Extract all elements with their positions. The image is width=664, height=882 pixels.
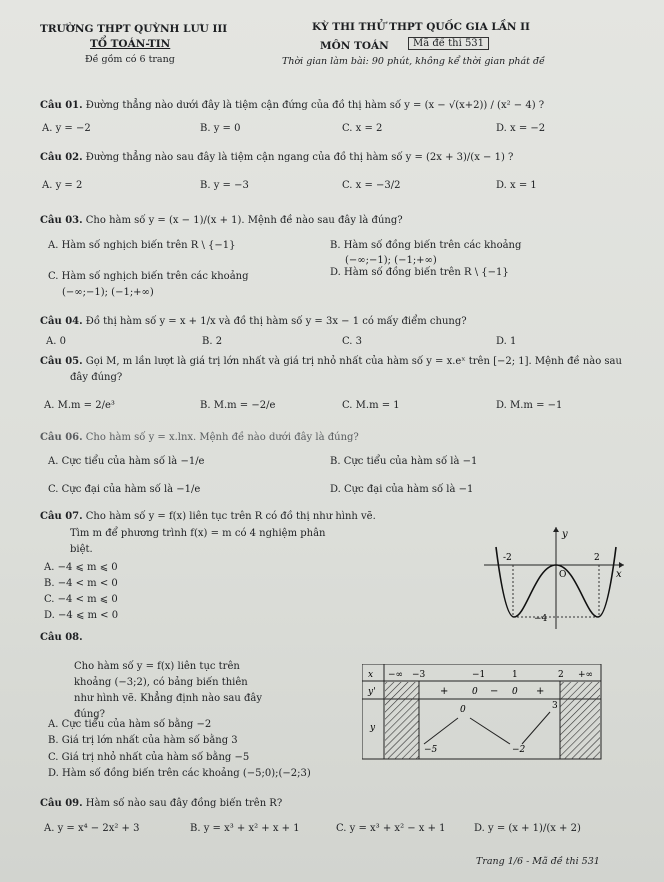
- question-5-text-cont: đây đúng?: [70, 372, 123, 383]
- question-8-line-1: Cho hàm số y = f(x) liên tục trên: [74, 661, 240, 672]
- arrow-up-2: [522, 712, 550, 744]
- q2-option-b: B. y = −3: [200, 180, 249, 191]
- question-text: Cho hàm số y = (x − 1)/(x + 1). Mệnh đề nào sau đây là đúng?: [85, 215, 403, 226]
- q5-option-a: A. M.m = 2/e³: [44, 400, 115, 411]
- department: TỔ TOÁN-TIN: [90, 38, 171, 50]
- question-function: y = (2x + 3)/(x − 1) ?: [405, 152, 514, 163]
- q5-option-b: B. M.m = −2/e: [200, 400, 276, 411]
- x-neg3: −3: [412, 670, 426, 680]
- x-neg-inf: −∞: [388, 670, 404, 680]
- q3-option-b: B. Hàm số đồng biến trên các khoảng: [330, 240, 522, 251]
- x-1: 1: [512, 670, 518, 680]
- question-8-line-2: khoảng (−3;2), có bảng biến thiên: [74, 677, 248, 688]
- q8-option-a: A. Cực tiểu của hàm số bằng −2: [48, 719, 212, 730]
- q6-option-a: A. Cực tiểu của hàm số là −1/e: [48, 456, 205, 467]
- question-7: [40, 511, 376, 522]
- question-label: Câu 09.: [40, 798, 83, 809]
- min-label: −4: [534, 614, 548, 624]
- question-text: Gọi M, m lần lượt là giá trị lớn nhất và giá trị nhỏ nhất của hàm số y = x.eˣ trên [−2; 1]. Mệnh đề nào sau: [85, 356, 622, 367]
- tick-origin: O: [559, 570, 567, 580]
- question-text: Cho hàm số y = x.lnx. Mệnh đề nào dưới đây là đúng?: [85, 432, 359, 443]
- q1-option-b: B. y = 0: [200, 123, 241, 134]
- q4-option-a: A. 0: [46, 336, 66, 347]
- dy-zero-2: 0: [512, 687, 518, 697]
- question-8-line-3: như hình vẽ. Khẳng định nào sau đây: [74, 693, 263, 704]
- q9-option-d: D. y = (x + 1)/(x + 2): [474, 823, 581, 834]
- dy-plus-1: +: [440, 686, 449, 697]
- x-pos-inf: +∞: [578, 670, 594, 680]
- exam-title: KỲ THI THỬ THPT QUỐC GIA LẦN II: [312, 21, 530, 33]
- y-val-neg2: −2: [512, 745, 526, 755]
- q2-option-c: C. x = −3/2: [342, 180, 401, 191]
- q2-option-d: D. x = 1: [496, 180, 537, 191]
- q9-option-a: A. y = x⁴ − 2x² + 3: [44, 823, 140, 834]
- question-label: Câu 05.: [40, 356, 83, 367]
- question-text: Cho hàm số y = f(x) liên tục trên R có đồ thị như hình vẽ.: [85, 511, 376, 522]
- question-text: Hàm số nào sau đây đồng biến trên R?: [85, 798, 283, 809]
- q1-option-c: C. x = 2: [342, 123, 383, 134]
- x-2: 2: [558, 670, 564, 680]
- question-label: Câu 03.: [40, 215, 83, 226]
- q6-option-c: C. Cực đại của hàm số là −1/e: [48, 484, 201, 495]
- question-label: Câu 06.: [40, 432, 83, 443]
- arrow-down: [470, 718, 510, 744]
- q3-option-b-cont: (−∞;−1); (−1;+∞): [345, 255, 437, 266]
- dy-minus: −: [490, 686, 499, 697]
- row-x-label: x: [368, 670, 374, 680]
- x-axis-label: x: [616, 569, 622, 580]
- page-footer: Trang 1/6 - Mã đề thi 531: [476, 856, 600, 867]
- question-text: Đường thẳng nào sau đây là tiệm cận ngang của đồ thị hàm số: [85, 152, 403, 163]
- q4-option-b: B. 2: [202, 336, 223, 347]
- question-text: Đường thẳng nào dưới đây là tiệm cận đứng của đồ thị hàm số: [85, 100, 402, 111]
- question-1: [40, 100, 544, 111]
- tick-neg: -2: [503, 553, 512, 563]
- question-7-text-3: biệt.: [70, 544, 93, 555]
- y-val-3: 3: [552, 701, 558, 711]
- q7-graph: [478, 525, 626, 630]
- question-4: [40, 316, 467, 327]
- q8-option-d: D. Hàm số đồng biến trên các khoảng (−5;0);(−2;3): [48, 768, 311, 779]
- q3-option-d: D. Hàm số đồng biến trên R \ {−1}: [330, 267, 509, 278]
- y-val-neg5: −5: [424, 745, 438, 755]
- tick-pos: 2: [594, 553, 600, 563]
- y-axis-arrow: [553, 527, 559, 532]
- question-8-label: Câu 08.: [40, 632, 83, 643]
- school-name: TRƯỜNG THPT QUỲNH LƯU III: [40, 23, 228, 35]
- q3-option-c-cont: (−∞;−1); (−1;+∞): [62, 287, 154, 298]
- hatch-left: [385, 682, 419, 759]
- q8-option-c: C. Giá trị nhỏ nhất của hàm số bằng −5: [48, 752, 250, 763]
- q7-option-c: C. −4 < m ⩽ 0: [44, 594, 118, 605]
- q6-option-b: B. Cực tiểu của hàm số là −1: [330, 456, 478, 467]
- hatch-right: [560, 682, 600, 759]
- q1-option-a: A. y = −2: [42, 123, 91, 134]
- question-3: [40, 215, 403, 226]
- question-text: Đồ thị hàm số y = x + 1/x và đồ thị hàm số y = 3x − 1 có mấy điểm chung?: [85, 316, 467, 327]
- x-axis-arrow: [619, 562, 624, 568]
- exam-code: Mã đề thi 531: [408, 37, 489, 50]
- q6-option-d: D. Cực đại của hàm số là −1: [330, 484, 474, 495]
- dy-plus-2: +: [536, 686, 545, 697]
- q8-option-b: B. Giá trị lớn nhất của hàm số bằng 3: [48, 735, 238, 746]
- pages-note: Đề gồm có 6 trang: [85, 54, 175, 65]
- y-val-0: 0: [460, 705, 466, 715]
- question-7-text-2: Tìm m để phương trình f(x) = m có 4 nghiệm phân: [70, 528, 326, 539]
- time-note: Thời gian làm bài: 90 phút, không kể thời gian phát đề: [282, 56, 545, 67]
- q4-option-c: C. 3: [342, 336, 363, 347]
- q3-option-c: C. Hàm số nghịch biến trên các khoảng: [48, 271, 249, 282]
- q7-option-b: B. −4 < m < 0: [44, 578, 118, 589]
- question-function: y = (x − √(x+2)) / (x² − 4) ?: [404, 100, 545, 111]
- q7-option-a: A. −4 ⩽ m ⩽ 0: [44, 562, 118, 573]
- question-label: Câu 02.: [40, 152, 83, 163]
- q4-option-d: D. 1: [496, 336, 517, 347]
- question-label: Câu 01.: [40, 100, 83, 111]
- q3-option-a: A. Hàm số nghịch biến trên R \ {−1}: [48, 240, 236, 251]
- question-6: [40, 432, 359, 443]
- row-y-label: y: [370, 723, 376, 733]
- x-neg1: −1: [472, 670, 486, 680]
- question-label: Câu 04.: [40, 316, 83, 327]
- question-label: Câu 07.: [40, 511, 83, 522]
- row-dy-label: y': [368, 687, 376, 697]
- question-5: [40, 356, 622, 367]
- question-9: [40, 798, 282, 809]
- q9-option-b: B. y = x³ + x² + x + 1: [190, 823, 300, 834]
- q7-option-d: D. −4 ⩽ m < 0: [44, 610, 119, 621]
- y-axis-label: y: [562, 529, 568, 540]
- q1-option-d: D. x = −2: [496, 123, 546, 134]
- question-2: [40, 152, 513, 163]
- arrow-up-1: [424, 718, 458, 744]
- question-8-line-4: đúng?: [74, 709, 106, 720]
- q9-option-c: C. y = x³ + x² − x + 1: [336, 823, 446, 834]
- subject: MÔN TOÁN: [320, 40, 389, 52]
- q5-option-c: C. M.m = 1: [342, 400, 400, 411]
- q5-option-d: D. M.m = −1: [496, 400, 563, 411]
- q2-option-a: A. y = 2: [42, 180, 83, 191]
- q8-variation-table: [362, 664, 602, 760]
- dy-zero-1: 0: [472, 687, 478, 697]
